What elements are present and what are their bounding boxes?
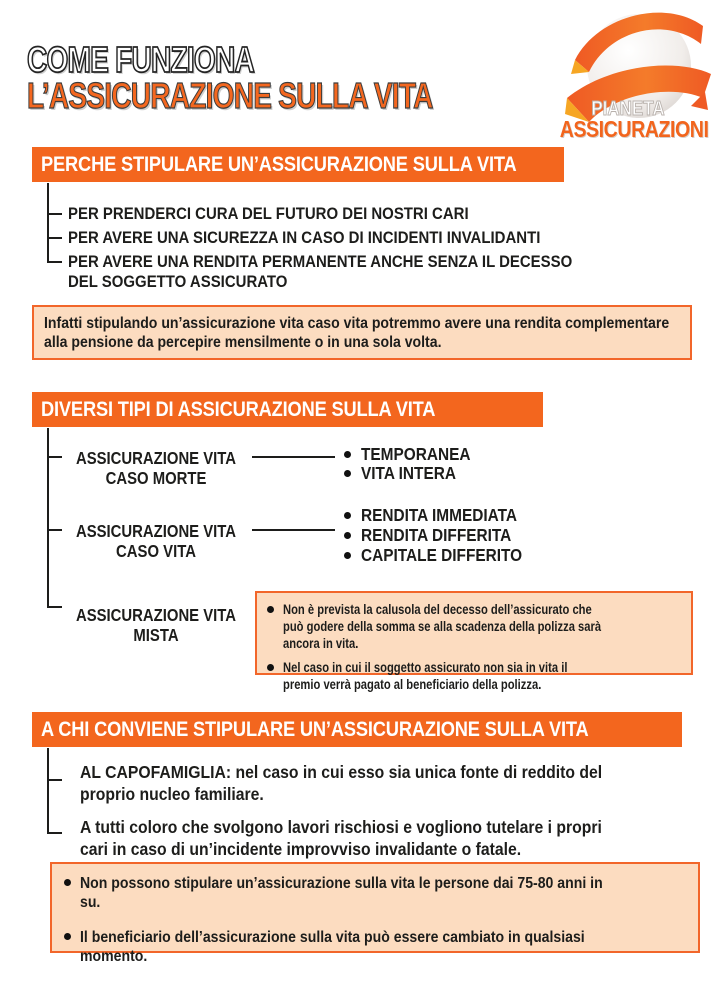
note-box-rules xyxy=(50,862,700,965)
bullet-icon xyxy=(344,512,351,519)
logo-word-pianeta: PIANETA xyxy=(591,98,665,120)
list-item: PER AVERE UNA RENDITA PERMANENTE ANCHE SENZA IL DECESSO DEL SOGGETTO ASSICURATO xyxy=(68,252,573,291)
branch-label-mista: ASSICURAZIONE VITA MISTA xyxy=(75,605,237,645)
note-bullet: Il beneficiario dell’assicurazione sulla vita può essere cambiato in qualsiasi momento. xyxy=(64,928,686,966)
bullet-icon xyxy=(344,552,351,559)
list-item: A tutti coloro che svolgono lavori rischiosi e vogliono tutelare i propri cari in caso di un’incidente improvviso invalidante o fatale. xyxy=(80,817,602,859)
section-banner-why-label: PERCHE STIPULARE UN’ASSICURAZIONE SULLA VITA xyxy=(41,152,517,176)
title-line-2: L’ASSICURAZIONE SULLA VITA xyxy=(27,75,433,116)
section-banner-types xyxy=(32,392,543,427)
list-item: PER AVERE UNA SICUREZZA IN CASO DI INCIDENTI INVALIDANTI xyxy=(68,228,541,247)
note-box-mista xyxy=(255,591,693,692)
option-row: RENDITA IMMEDIATA xyxy=(344,505,544,525)
bullet-icon xyxy=(344,470,351,477)
bracket-tick xyxy=(47,213,62,215)
section-banner-types-label: DIVERSI TIPI DI ASSICURAZIONE SULLA VITA xyxy=(41,397,436,421)
section-banner-who-label: A CHI CONVIENE STIPULARE UN’ASSICURAZIONE SULLA VITA xyxy=(41,717,589,741)
branch-options-caso-morte xyxy=(344,445,485,483)
bracket-tick xyxy=(47,779,62,781)
bullet-icon xyxy=(64,933,71,940)
pianeta-assicurazioni-logo xyxy=(553,4,721,144)
option-row: CAPITALE DIFFERITO xyxy=(344,545,544,565)
section-banner-who xyxy=(32,712,682,747)
bullet-icon xyxy=(267,664,274,671)
bullet-icon xyxy=(267,606,274,613)
bullet-icon xyxy=(64,879,71,886)
note-bullet: Non possono stipulare un’assicurazione sulla vita le persone dai 75-80 anni in su. xyxy=(64,874,686,912)
note-text: Infatti stipulando un’assicurazione vita caso vita potremmo avere una rendita complementare alla pensione da percepire mensilmente o in una sola volta. xyxy=(44,315,670,351)
title-line-1: COME FUNZIONA xyxy=(27,39,254,80)
note-bullet: Non è prevista la calusola del decesso dell’assicurato che può godere della somma se alla scadenza della polizza sarà ancora in vita. xyxy=(267,601,681,652)
option-row: TEMPORANEA xyxy=(344,445,485,464)
bracket-line xyxy=(47,748,62,834)
tree-connector xyxy=(252,529,335,531)
bracket-line xyxy=(47,183,62,263)
branch-label-caso-morte: ASSICURAZIONE VITA CASO MORTE xyxy=(75,448,237,488)
branch-label-caso-vita: ASSICURAZIONE VITA CASO VITA xyxy=(75,521,237,561)
page-title xyxy=(27,39,547,116)
bracket-tick xyxy=(47,237,62,239)
option-row: RENDITA DIFFERITA xyxy=(344,525,544,545)
logo-word-assicurazioni: ASSICURAZIONI xyxy=(559,116,709,142)
list-item: AL CAPOFAMIGLIA: nel caso in cui esso sia unica fonte di reddito del proprio nucleo familiare. xyxy=(80,762,603,804)
branch-options-caso-vita xyxy=(344,505,544,565)
note-box-rendita xyxy=(32,305,692,360)
tree-connector xyxy=(252,456,335,458)
note-bullet: Nel caso in cui il soggetto assicurato non sia in vita il premio verrà pagato al beneficiario della polizza. xyxy=(267,659,681,693)
list-item: PER PRENDERCI CURA DEL FUTURO DEI NOSTRI CARI xyxy=(68,204,469,223)
bullet-icon xyxy=(344,451,351,458)
bullet-icon xyxy=(344,532,351,539)
option-row: VITA INTERA xyxy=(344,464,485,483)
section-banner-why xyxy=(32,147,564,182)
